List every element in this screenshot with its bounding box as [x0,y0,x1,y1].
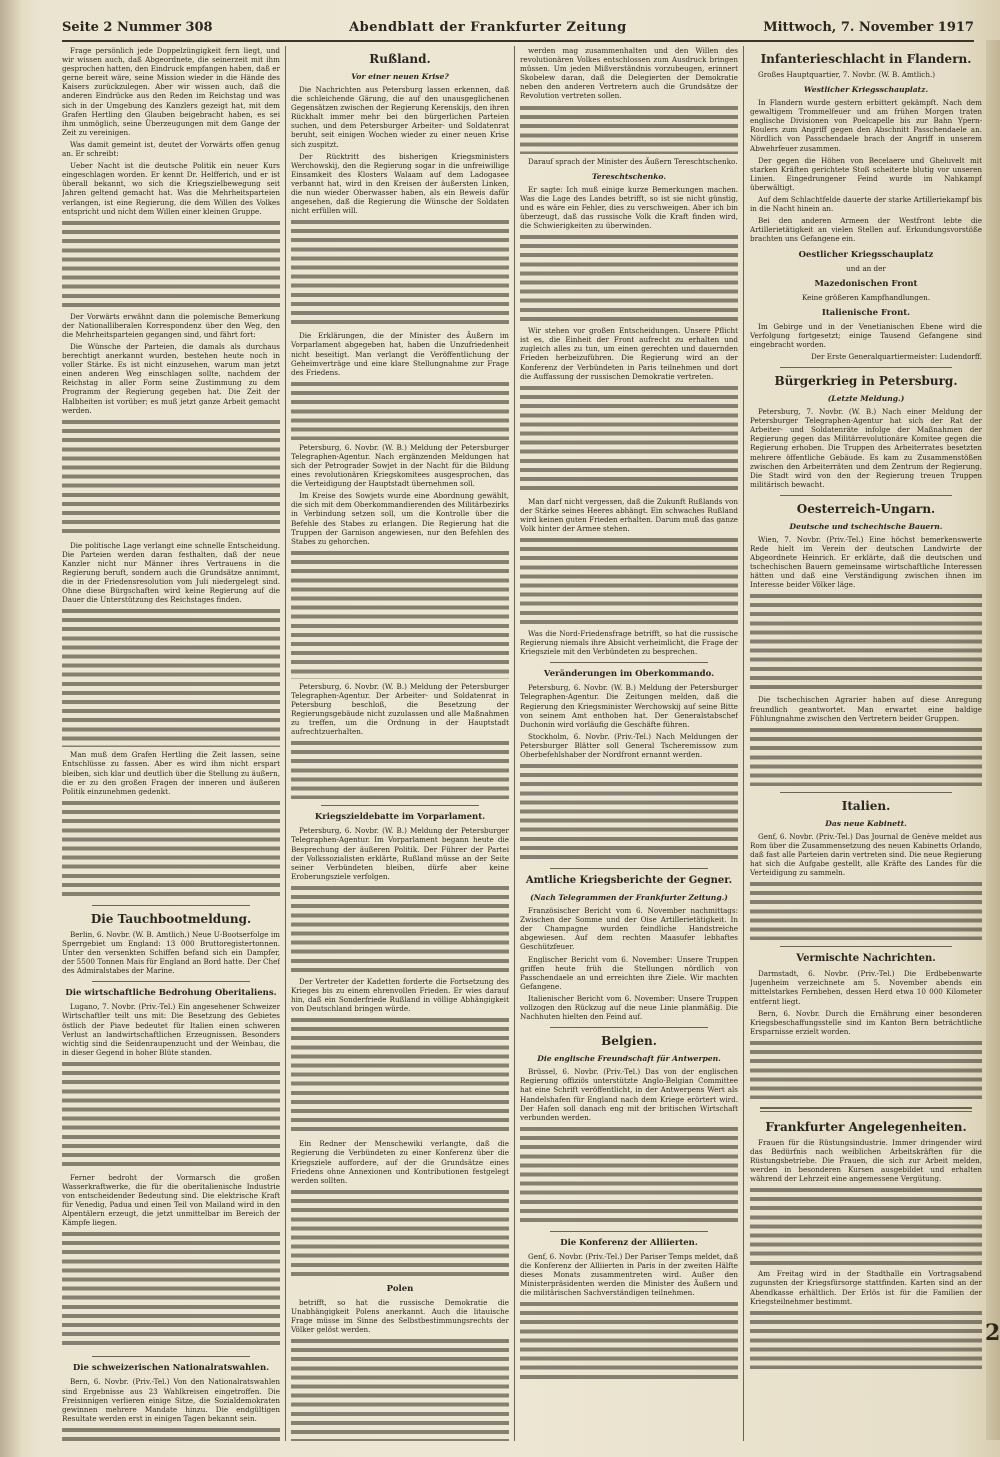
headline: Amtliche Kriegsberichte der Gegner. [525,875,733,887]
text-block [291,884,509,974]
article-paragraph: Genf, 6. Novbr. (Priv.-Tel.) Das Journal de Genève meldet aus Rom über die Zusammensetzung des neuen Kabinetts Orlando, daß fast alle Parteien darin vertreten sind. Die neue Regierung hat sich die Aufgabe gestellt, alle Kräfte des Landes für die Verteidigung zu sammeln. [750,831,982,878]
text-block [520,104,738,154]
headline: Vermischte Nachrichten. [796,953,936,965]
article-paragraph: Die tschechischen Agrarier haben auf diese Anregung freundlich geantwortet. Man erwartet eine baldige Fühlungnahme zwischen den Vertretern beider Gruppen. [750,695,982,723]
subheadline: Die englische Freundschaft für Antwerpen. [537,1054,721,1064]
subheadline: Westlicher Kriegsschauplatz. [803,85,929,95]
article-paragraph: Petersburg, 7. Novbr. (W. B.) Nach einer Meldung der Petersburger Telegraphen-Agentur hat sich der Rat der Arbeiter- und Soldatenräte infolge der Maßnahmen der Regierung gegen das Militärrevolutionäre Komitee gegen die Regierung erhoben. Die Truppen des Arbeiterrates besetzten mehrere öffentliche Gebäude. Es kam zu Zusammenstößen zwischen den Arbeiterräten und dem Zentrum der Regierung. Die Stadt wird von den der Regierung treuen Truppen militärisch bewacht. [750,407,982,489]
text-block [291,739,509,799]
headline: Bürgerkrieg in Petersburg. [774,374,958,389]
divider [92,905,250,906]
article-paragraph: Petersburg, 6. Novbr. (W. B.) Meldung der Petersburger Telegraphen-Agentur. Der Arbeiter- und Soldatenrat in Petersburg beschloß, die Besetzung der Regierungsgebäude nicht zuzulassen und alle Maßnahmen zu treffen, um die Ordnung in der Hauptstadt aufrechtzuerhalten. [291,681,509,737]
article-paragraph: Bern, 6. Novbr. Durch die Ernährung einer besonderen Kriegsbeschaffungsstelle sind im Kanton Bern beträchtliche Ersparnisse erzielt worden. [750,1008,982,1036]
text-block [62,418,280,538]
subheadline: Vor einer neuen Krise? [351,72,449,81]
text-block [291,549,509,679]
article-paragraph: Er sagte: Ich muß einige kurze Bemerkungen machen. Was die Lage des Landes betrifft, so ist sie nicht günstig, und es wäre ein Fehler, dies zu verschweigen. Aber ich bin überzeugt, daß das russische Volk die Kraft finden wird, die Schwierigkeiten zu überwinden. [520,184,738,231]
text-block [750,1309,982,1369]
text-block [520,233,738,323]
article-paragraph: Italienischer Bericht vom 6. November: Unsere Truppen vollzogen den Rückzug auf die neue Linie planmäßig. Die Nachhuten hielten den Feind auf. [520,993,738,1022]
article-paragraph: Die Erklärungen, die der Minister des Äußern im Vorparlament abgegeben hat, haben die Unzufriedenheit nicht beseitigt. Man verlangt die Veröffentlichung der Geheimverträge und eine klare Stellungnahme zur Frage des Friedens. [291,331,509,377]
article-paragraph: betrifft, so hat die russische Demokratie die Unabhängigkeit Polens anerkannt. Auch die litauische Frage müsse im Sinne des Selbstbestimmungsrechts der Völker gelöst werden. [291,1297,509,1335]
article-paragraph: Auf dem Schlachtfelde dauerte der starke Artilleriekampf bis in die Nacht hinein an. [750,195,982,214]
divider [550,662,708,663]
divider [321,805,479,806]
divider [550,868,708,869]
article-paragraph: Man darf nicht vergessen, daß die Zukunft Rußlands von der Stärke seines Heeres abhängt. Ein schwaches Rußland wird keinen guten Frieden erhalten. Darum muß das ganze Volk hinter der Armee stehen. [520,496,738,533]
column-rule [514,46,515,1441]
article-paragraph: Im Kreise des Sowjets wurde eine Abordnung gewählt, die sich mit dem Oberkommandierenden des Militärbezirks in Verbindung setzen soll, um die Kontrolle über die Befehle des Stabes zu erlangen. Die Regierung hat die Truppen der Garnison angewiesen, nur den Befehlen des Stabes zu gehorchen. [291,491,509,546]
dateline: Großes Hauptquartier, 7. Novbr. (W. B. Amtlich.) [758,70,936,79]
subheadline: Tereschtschenko. [592,171,666,181]
article-paragraph: Darauf sprach der Minister des Äußern Tereschtschenko. [528,156,738,166]
page-number-label: Seite 2 Nummer 308 [62,19,213,35]
article-paragraph: Brüssel, 6. Novbr. (Priv.-Tel.) Das von der englischen Regierung offiziös unterstützte Anglo-Belgian Committee hat eine Schrift veröffentlicht, in der Antwerpens Wert als Handelshafen für England nach dem Kriege erörtert wird. Der Hafen soll danach eng mit der britischen Wirtschaft verbunden werden. [520,1067,738,1122]
headline: Die schweizerischen Nationalratswahlen. [72,1363,270,1374]
text-block [750,880,982,940]
article-paragraph: Petersburg, 6. Novbr. (W. B.) Meldung der Petersburger Telegraphen-Agentur. Nach ergänzenden Meldungen hat sich der Petrograder Sowjet in der Nacht für die Bildung eines revolutionären Kriegskomitees ausgesprochen, das die Verteidigung der Hauptstadt übernehmen soll. [291,442,509,489]
text-block [750,1039,982,1099]
text-block [520,762,738,862]
text-block [62,1230,280,1350]
text-block [750,726,982,786]
text-block [750,592,982,692]
article-paragraph: Der Vertreter der Kadetten forderte die Fortsetzung des Krieges bis zu einem ehrenvollen Frieden. Er wies darauf hin, daß ein Sonderfriede Rußland in völlige Abhängigkeit von Deutschland bringen würde. [291,976,509,1014]
article-paragraph: Ferner bedroht der Vormarsch die großen Wasserkraftwerke, die für die oberitalienische Industrie von entscheidender Bedeutung sind. Die elektrische Kraft für Venedig, Padua und einen Teil von Mailand wird in den Alpentälern erzeugt, die jetzt unmittelbar im Bereich der Kämpfe liegen. [62,1172,280,1228]
text-block [520,1125,738,1225]
issue-date: Mittwoch, 7. November 1917 [763,19,974,35]
article-paragraph: Was die Nord-Friedensfrage betrifft, so hat die russische Regierung niemals ihre Absicht verheimlicht, die Frage der Kriegsziele mit den Verbündeten zu besprechen. [520,629,738,657]
text-block [62,1060,280,1170]
subheadline: Polen [386,1283,414,1294]
subheadline: (Nach Telegrammen der Frankfurter Zeitung.) [530,893,728,903]
article-paragraph: Der Rücktritt des bisherigen Kriegsministers Werchowskij, den die Regierung sogar in die unfreiwillige Einsamkeit des Klosters Walaam auf dem Ladogasee verbannt hat, wird in den Kreisen der äußersten Linken, die nun wieder Oberwasser haben, als ein Beweis dafür angesehen, daß die Regierung die Wünsche der Soldaten nicht erfüllen will. [291,151,509,216]
article-paragraph: Französischer Bericht vom 6. November nachmittags: Zwischen der Somme und der Oise Artillerietätigkeit. In der Champagne wurden feindliche Handstreiche abgewiesen. Auf dem rechten Maasufer lebhaftes Geschützfeuer. [520,906,738,952]
headline: Belgien. [601,1034,657,1049]
text-block [520,384,738,494]
headline: Oesterreich-Ungarn. [796,501,936,516]
article-paragraph: Im Gebirge und in der Venetianischen Ebene wird die Verfolgung fortgesetzt; einige Tausend Gefangene sind eingebracht worden. [750,321,982,349]
article-paragraph: Ueber Nacht ist die deutsche Politik ein neuer Kurs eingeschlagen worden. Er kennt Dr. Helfferich, und er ist überall bekannt, wo sich die Kriegszielbewegung seit Jahren geltend gemacht hat. Was die Mehrheitsparteien verlangen, ist eine Regierung, die dem Willen des Volkes entspricht und nicht dem Willen einer kleinen Gruppe. [62,161,280,216]
article-paragraph: Berlin, 6. Novbr. (W. B. Amtlich.) Neue U-Bootserfolge im Sperrgebiet um England: 13 000 Bruttoregistertonnen. Unter den versenkten Schiffen befand sich ein Dampfer, der 5500 Tonnen Mais für England an Bord hatte. Der Chef des Admiralstabes der Marine. [62,929,280,976]
divider [550,1231,708,1232]
article-paragraph: Der Vorwärts erwähnt dann die polemische Bemerkung der Nationalliberalen Korrespondenz über den Weg, den die Mehrheitsparteien gegangen sind, und fährt fort: [62,311,280,339]
text-block [291,380,509,440]
subheadline: Mazedonischen Front [814,278,918,289]
subheadline: (Letzte Meldung.) [827,394,905,404]
divider [92,1356,250,1357]
subheadline: Italienische Front. [821,307,911,318]
article-paragraph: Darmstadt, 6. Novbr. (Priv.-Tel.) Die Erdbebenwarte Jugenheim verzeichnete am 5. November abends ein mittelstarkes Fernbeben, dessen Herd etwa 10 000 Kilometer entfernt liegt. [750,969,982,1006]
article-paragraph: Bern, 6. Novbr. (Priv.-Tel.) Von den Nationalratswahlen sind Ergebnisse aus 23 Wahlkreisen eingetroffen. Die Freisinnigen verlieren einige Sitze, die Sozialdemokraten gewinnen mehrere Mandate hinzu. Die endgültigen Resultate werden erst in einigen Tagen bekannt sein. [62,1377,280,1423]
column-rule [743,46,744,1441]
text-block [291,1016,509,1136]
article-paragraph: Am Freitag wird in der Stadthalle ein Vortragsabend zugunsten der Kriegsfürsorge stattfinden. Karten sind an der Abendkasse erhältlich. Der Erlös ist für die Familien der Kriegsteilnehmer bestimmt. [750,1269,982,1306]
signature: Der Erste Generalquartiermeister: Ludendorff. [811,351,982,361]
article-paragraph: Petersburg, 6. Novbr. (W. B.) Meldung der Petersburger Telegraphen-Agentur. Im Vorparlament begann heute die Besprechung der äußeren Politik. Der Führer der Partei der Volkssozialisten erklärte, Rußland müsse an der Seite seiner Verbündeten bleiben, dürfe aber keine Eroberungsziele verfolgen. [291,826,509,881]
subheadline: Das neue Kabinett. [825,818,907,828]
divider [760,1107,972,1112]
headline: Frankfurter Angelegenheiten. [765,1119,967,1134]
article-paragraph: und an der [846,263,886,273]
article-paragraph: Keine größeren Kampfhandlungen. [801,292,931,302]
article-paragraph: Was damit gemeint ist, deutet der Vorwärts offen genug an. Er schreibt: [62,139,280,159]
article-paragraph: Petersburg, 6. Novbr. (W. B.) Meldung der Petersburger Telegraphen-Agentur. Die Zeitungen melden, daß die Regierung den Kriegsminister Werchowskij auf seine Bitte von seinem Amt enthoben hat. Der Generalstabschef Duchonin wird vorläufig die Geschäfte führen. [520,683,738,729]
article-paragraph: Frauen für die Rüstungsindustrie. Immer dringender wird das Bedürfnis nach weiblichen Arbeitskräften für die Rüstungsbetriebe. Die Frauen, die sich zur Arbeit melden, werden in besonderen Kursen ausgebildet und erhalten während der Lehrzeit eine angemessene Vergütung. [750,1137,982,1184]
text-block [520,1300,738,1380]
headline: Rußland. [369,52,431,66]
text-block [520,536,738,626]
divider [92,981,250,982]
text-block [750,1186,982,1266]
column-1 [62,46,280,1441]
article-paragraph: Die Nachrichten aus Petersburg lassen erkennen, daß die schleichende Gärung, die auf den unausgeglichenen Gegensätzen zwischen der Regierung Kerenskijs, den ihren Rückhalt immer mehr bei den bürgerlichen Parteien suchen, und dem Petersburger Arbeiter- und Soldatenrat beruht, seit einigen Wochen wieder zu einer neuen Krise sich zuspitzt. [291,85,509,149]
article-paragraph: Die Wünsche der Parteien, die damals als durchaus berechtigt anerkannt wurden, bestehen heute noch in voller Stärke. Es ist nicht einzusehen, warum man jetzt einen anderen Weg einschlagen sollte, nachdem der Reichstag in aller Form seine Zustimmung zu dem Programm der Regierung gegeben hat. Die Zeit der Halbheiten ist vorüber; es muß jetzt ganze Arbeit gemacht werden. [62,341,280,415]
article-paragraph: Ein Redner der Menschewiki verlangte, daß die Regierung die Verbündeten zu einer Konferenz über die Kriegsziele auffordere, auf der die Grundsätze eines Friedens ohne Annexionen und Kontributionen festgelegt werden sollten. [291,1139,509,1185]
subheadline: Deutsche und tschechische Bauern. [789,521,943,531]
article-paragraph: Man muß dem Grafen Hertling die Zeit lassen, seine Entschlüsse zu fassen. Aber es wird ihm nicht erspart bleiben, sich klar und deutlich über die Stellung zu äußern, die er zu den großen Fragen der inneren und äußeren Politik einzunehmen gedenkt. [62,750,280,796]
headline: Infanterieschlacht in Flandern. [760,52,972,66]
headline: Kriegszieldebatte im Vorparlament. [314,812,486,823]
masthead [62,14,974,42]
article-paragraph: Stockholm, 6. Novbr. (Priv.-Tel.) Nach Meldungen der Petersburger Blätter soll General Tscheremissow zum Oberbefehlshaber der Nordfront ernannt werden. [520,731,738,759]
article-paragraph: Bei den anderen Armeen der Westfront lebte die Artillerietätigkeit an vielen Stellen auf. Erkundungsvorstöße brachten uns Gefangene ein. [750,216,982,244]
article-paragraph: Wien, 7. Novbr. (Priv.-Tel.) Eine höchst bemerkenswerte Rede hielt im Verein der deutschen Landwirte der Abgeordnete Heinrich. Er erklärte, daß die deutschen und tschechischen Bauern gemeinsame wirtschaftliche Interessen hätten und daß eine Verständigung zwischen ihnen im Interesse beider Völker läge. [750,534,982,590]
newspaper-title: Abendblatt der Frankfurter Zeitung [349,19,627,35]
column-4 [750,46,982,1441]
article-paragraph: In Flandern wurde gestern erbittert gekämpft. Nach dem gewaltigem Trommelfeuer und am frühen Morgen traten englische Divisionen von Poelcapelle bis zur Bahn Ypern-Roulers zum Angriff gegen den Abschnitt Passchendaele an. Nördlich von Passchendaele brach der Angriff in unserem Abwehrfeuer zusammen. [750,98,982,153]
subheadline: Oestlicher Kriegsschauplatz [798,249,934,260]
column-rule [285,46,286,1441]
article-paragraph: Frage persönlich jede Doppelzüngigkeit fern liegt, und wir wissen auch, daß Abgeordnete, die seinerzeit mit ihm gesprochen hatten, den Eindruck empfangen haben, daß er gerne bereit wäre, seine Mission wieder in die Hände des Kaisers zurückzulegen. Aber wir wissen auch, daß die anderen Eindrücke aus den Reden im Reichstag und was sich in der Umgebung des Kanzlers gezeigt hat, mit dem Grafen Hertling den Glauben beigebracht haben, es sei ihm unmöglich, seine Überzeugungen mit dem Gange der Zeit zu vereinigen. [62,46,280,137]
text-block [62,607,280,747]
divider [780,792,952,793]
next-page-edge [986,40,1000,1440]
column-2 [291,46,509,1441]
article-paragraph: Wir stehen vor großen Entscheidungen. Unsere Pflicht ist es, die Einheit der Front aufrecht zu erhalten und zugleich alles zu tun, um einen gerechten und dauernden Frieden herbeizuführen. Die Regierung wird an der Konferenz der Verbündeten in Paris teilnehmen und dort die Auffassung der russischen Demokratie vertreten. [520,326,738,381]
next-page-number: 2 [985,1320,1000,1346]
headline: Die Tauchbootmeldung. [90,911,252,926]
text-block [291,1188,509,1278]
divider [780,495,952,496]
divider [780,367,952,368]
article-paragraph: Genf, 6. Novbr. (Priv.-Tel.) Der Pariser Temps meldet, daß die Konferenz der Alliierten in Paris in der zweiten Hälfte dieses Monats zusammentreten wird. Außer den Ministerpräsidenten werden die Minister des Äußern und die militärischen Sachverständigen teilnehmen. [520,1251,738,1298]
headline: Die wirtschaftliche Bedrohung Oberitaliens. [65,988,277,999]
text-block [291,1337,509,1441]
text-block [62,219,280,309]
article-paragraph: Der gegen die Höhen von Becelaere und Gheluvelt mit starken Kräften gerichtete Stoß scheiterte blutig vor unseren Linien. Eingedrungener Feind wurde im Nahkampf überwältigt. [750,155,982,192]
article-paragraph: Die politische Lage verlangt eine schnelle Entscheidung. Die Parteien werden daran festhalten, daß der neue Kanzler nicht nur Männer ihres Vertrauens in die Regierung beruft, sondern auch die Grundsätze annimmt, die in der Friedensresolution vom Juli niedergelegt sind. Ohne diese Bürgschaften wird keine Regierung auf die Dauer die Unterstützung des Reichstages finden. [62,540,280,605]
headline: Die Konferenz der Alliierten. [560,1237,698,1248]
article-paragraph: Lugano, 7. Novbr. (Priv.-Tel.) Ein angesehener Schweizer Wirtschaftler teilt uns mit: Die Besetzung des Gebietes östlich der Piave bedeutet für Italien einen schweren Verlust an landwirtschaftlichen Erzeugnissen. Besonders wichtig sind die Seidenraupenzucht und der Weinbau, die in dieser Gegend in hoher Blüte standen. [62,1002,280,1057]
headline: Veränderungen im Oberkommando. [543,669,715,680]
text-block [291,218,509,328]
divider [780,946,952,947]
text-block [62,799,280,899]
page-gutter-shadow [0,0,22,1457]
article-paragraph: Englischer Bericht vom 6. November: Unsere Truppen griffen heute früh die Stellungen nördlich von Passchendaele an und erreichten ihre Ziele. Wir machten Gefangene. [520,954,738,991]
article-paragraph: werden mag zusammenhalten und den Willen des revolutionären Volkes entschlossen zum Ausdruck bringen müssen. Um jeden Mißverständnis vorzubeugen, erinnert Skobelew daran, daß die Delegierten der Demokratie neben den anderen Vertretern auch die Grundsätze der Revolution vertreten sollen. [520,46,738,101]
headline: Italien. [841,798,891,813]
column-3 [520,46,738,1441]
text-block [62,1426,280,1441]
divider [550,1027,708,1028]
